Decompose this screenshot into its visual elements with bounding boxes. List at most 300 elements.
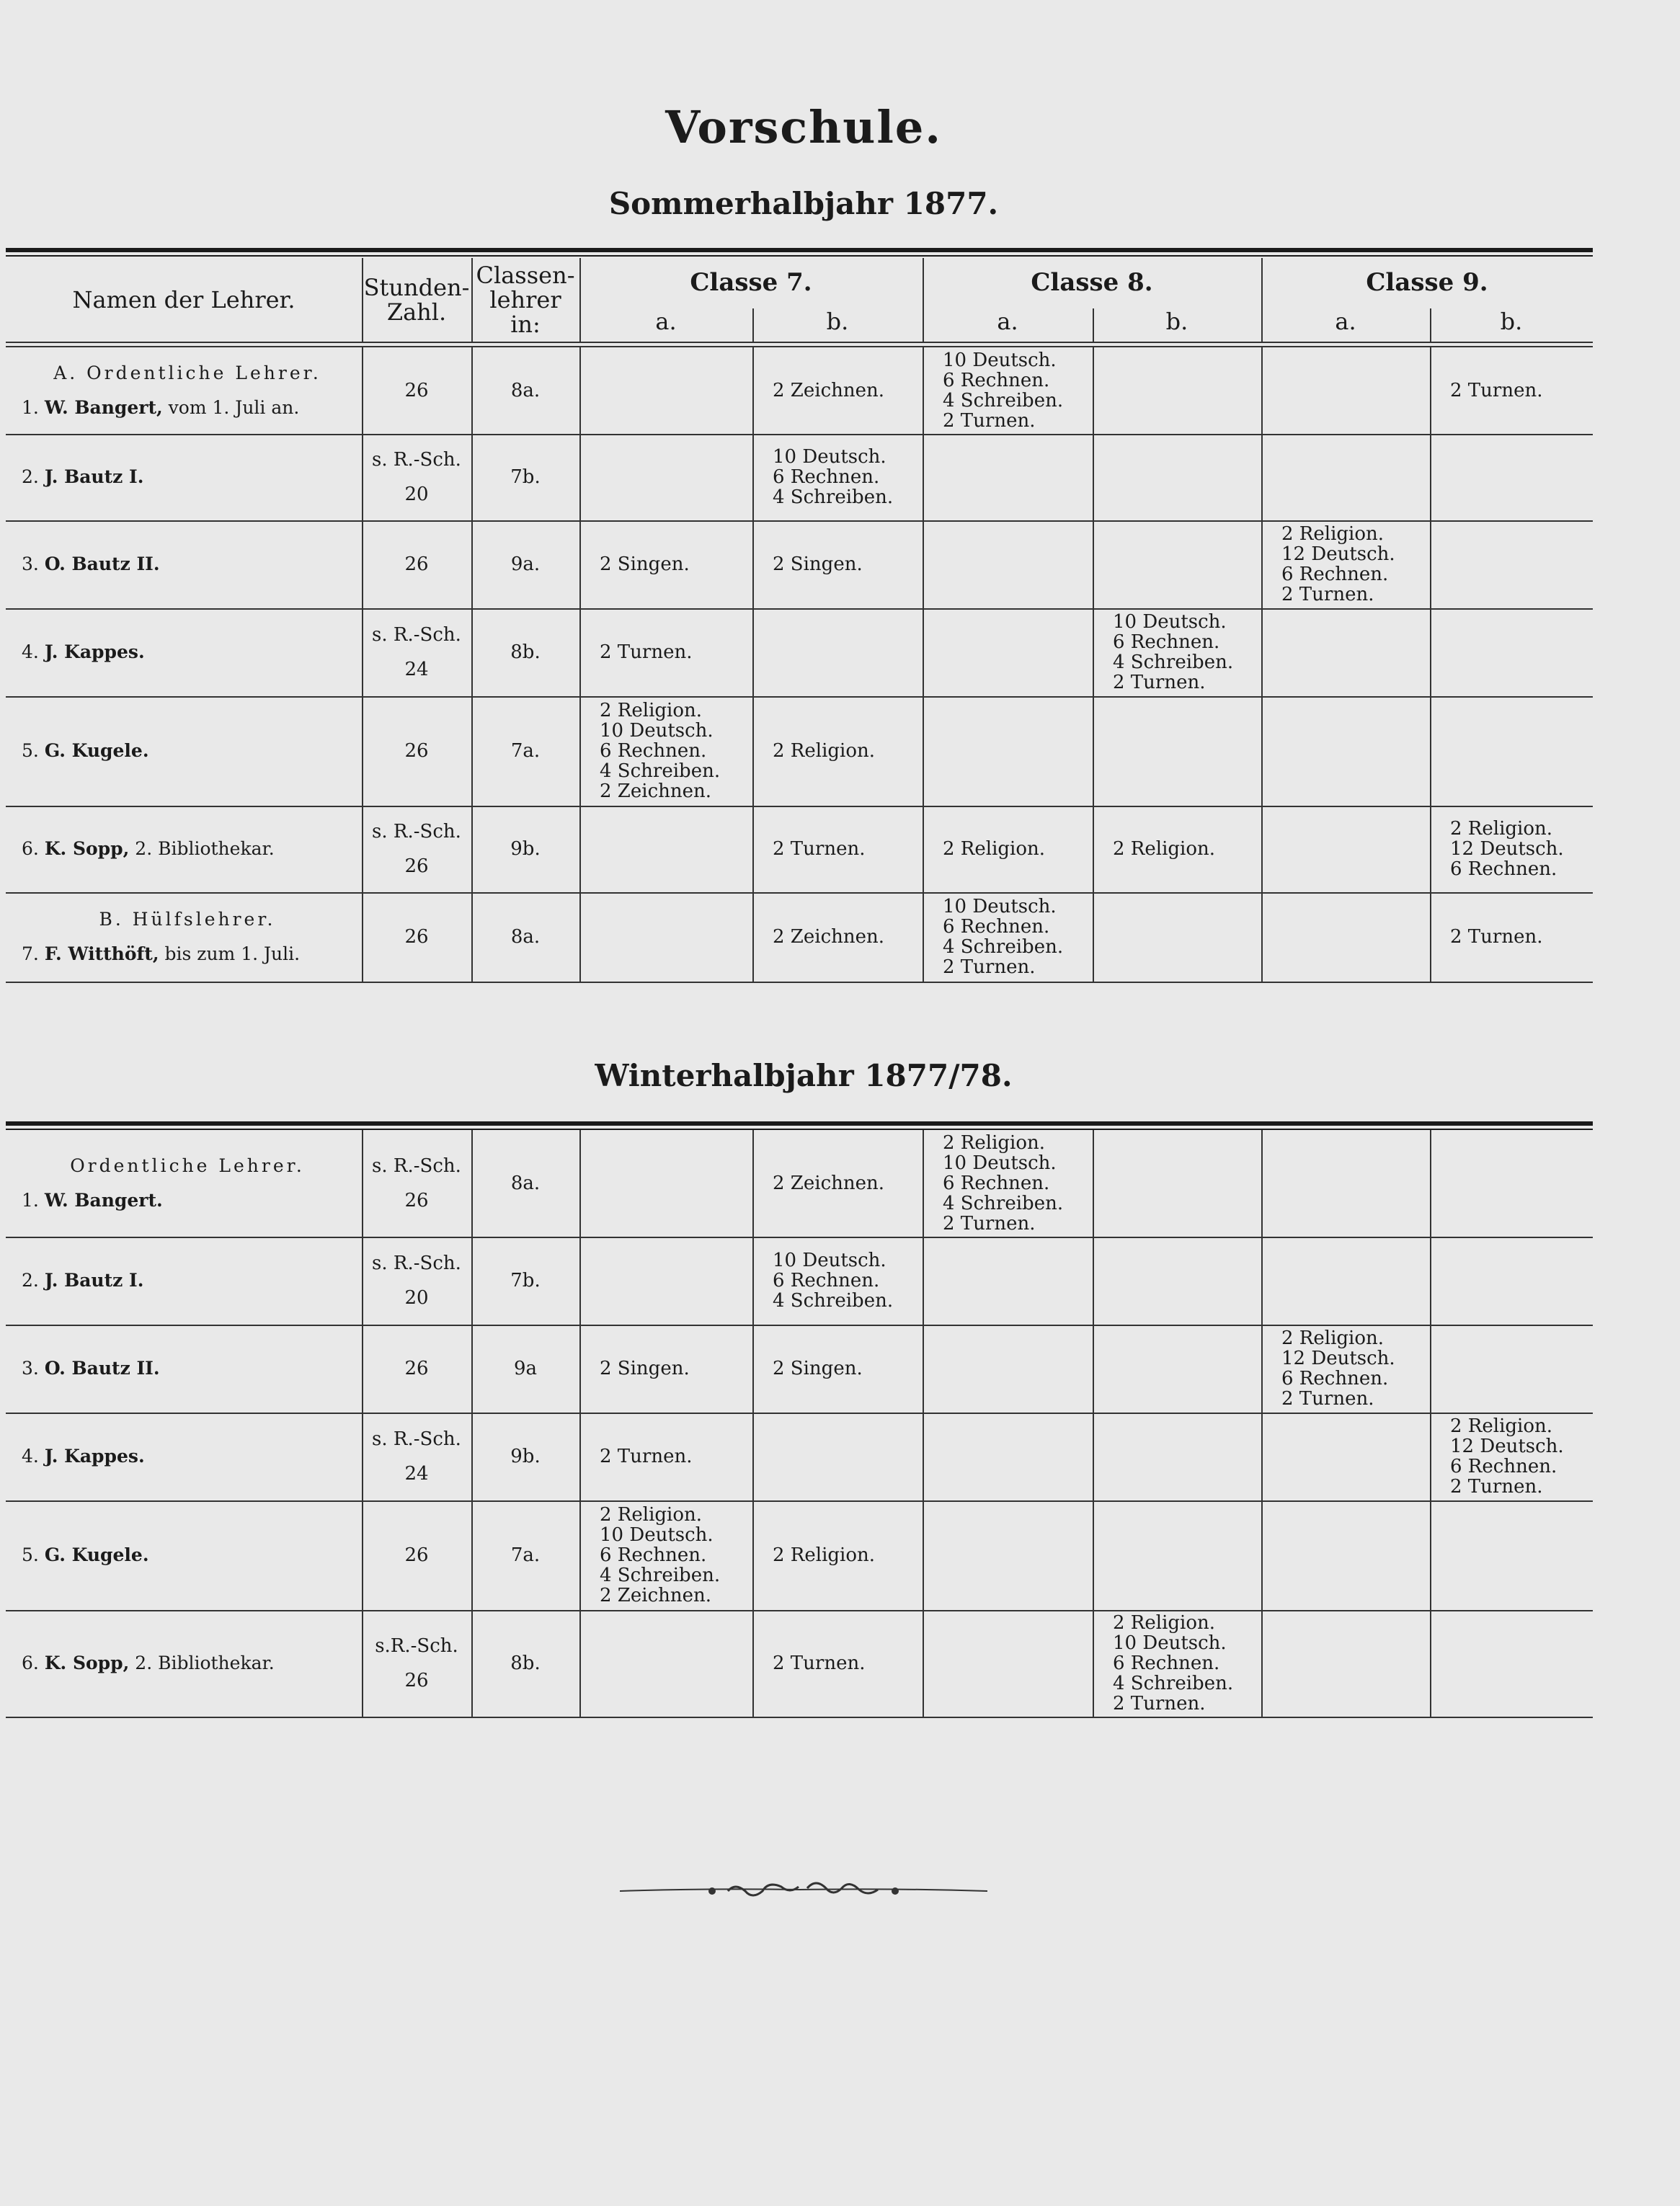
subject-cell-c7b: [773, 1500, 921, 1610]
subject-cell-c8a: [943, 806, 1091, 892]
teacher-name-cell: [22, 892, 353, 982]
subject-cell-c7a: [600, 806, 751, 892]
column-rule: [1430, 608, 1431, 696]
column-rule: [579, 258, 581, 342]
column-rule: [471, 696, 473, 806]
header-subclass-label: a.: [655, 308, 677, 335]
header-names-label: Namen der Lehrer.: [72, 286, 295, 313]
row-rule: [6, 1717, 1593, 1718]
subject-entry: 2 Turnen.: [1281, 584, 1374, 605]
teacher-note: bis zum 1. Juli.: [164, 943, 301, 964]
subject-cell-c9b: [1450, 1325, 1591, 1413]
subject-entry: 10 Deutsch.: [1113, 611, 1227, 633]
column-rule: [1093, 806, 1094, 892]
subject-entry: 2 Zeichnen.: [600, 1585, 712, 1606]
subject-cell-c8a: [943, 1130, 1091, 1237]
hours-value: s.R.-Sch.: [375, 1635, 458, 1657]
subject-cell-c7a: [600, 434, 751, 520]
teacher-surname: W. Bangert,: [44, 397, 163, 418]
column-rule: [362, 696, 363, 806]
column-rule: [579, 608, 581, 696]
teacher-name: [22, 1263, 353, 1298]
hours-value: 26: [404, 740, 429, 762]
subject-entry: 2 Turnen.: [943, 956, 1036, 978]
class-teacher-value: 9b.: [510, 1446, 541, 1467]
subject-cell-c9b: [1450, 1130, 1591, 1237]
subject-cell-c9a: [1281, 1130, 1428, 1237]
class-teacher-value: 7a.: [510, 1544, 541, 1566]
column-rule: [752, 696, 754, 806]
subject-entry: 10 Deutsch.: [943, 350, 1057, 371]
teacher-name-cell: [22, 1237, 353, 1325]
column-rule: [1261, 1130, 1263, 1237]
class-teacher-cell: [471, 1610, 579, 1717]
subject-cell-c9b: [1450, 520, 1591, 608]
header-subclass: [579, 306, 752, 337]
column-rule: [471, 1500, 473, 1610]
subject-cell-c8a: [943, 1610, 1091, 1717]
teacher-name: [22, 635, 353, 670]
subject-cell-c7a: [600, 1610, 751, 1717]
header-class-label: Classe 7.: [690, 268, 812, 297]
teacher-number: 3.: [22, 1358, 39, 1379]
hours-value: s. R.-Sch.: [372, 821, 461, 842]
row-rule: [6, 342, 1593, 343]
subject-entry: 6 Rechnen.: [1450, 858, 1557, 880]
class-teacher-value: 7b.: [510, 1270, 541, 1291]
column-rule: [471, 520, 473, 608]
hours-value: 20: [404, 484, 429, 505]
teacher-number: 4.: [22, 641, 39, 662]
teacher-note: vom 1. Juli an.: [168, 397, 300, 418]
subject-cell-c8b: [1113, 696, 1260, 806]
column-rule: [471, 1610, 473, 1717]
column-rule: [1430, 1413, 1431, 1500]
hours-cell: [362, 608, 471, 696]
teacher-note: 2. Bibliothekar.: [135, 1653, 275, 1673]
summer-title: Sommerhalbjahr 1877.: [608, 186, 999, 221]
subject-entry: 6 Rechnen.: [1450, 1456, 1557, 1477]
class-teacher-value: 7a.: [510, 740, 541, 762]
subject-cell-c8a: [943, 608, 1091, 696]
subject-cell-c8b: [1113, 1237, 1260, 1325]
column-rule: [471, 1325, 473, 1413]
subject-cell-c9b: [1450, 434, 1591, 520]
header-subclass: [1261, 306, 1430, 337]
teacher-name: [22, 1183, 353, 1218]
column-rule: [471, 1130, 473, 1237]
hours-cell: [362, 1500, 471, 1610]
subject-cell-c9b: [1450, 347, 1591, 434]
column-rule: [362, 1130, 363, 1237]
subject-cell-c8b: [1113, 434, 1260, 520]
hours-cell: [362, 1610, 471, 1717]
header-class-label: Classe 9.: [1366, 268, 1488, 297]
subject-cell-c8b: [1113, 892, 1260, 982]
teacher-note: 2. Bibliothekar.: [135, 838, 275, 859]
teacher-surname: O. Bautz II.: [44, 553, 160, 574]
subject-entry: 2 Turnen.: [773, 1653, 866, 1674]
subject-entry: 2 Religion.: [773, 740, 876, 762]
column-rule: [1093, 1130, 1094, 1237]
subject-cell-c9a: [1281, 1237, 1428, 1325]
column-rule: [1430, 1130, 1431, 1237]
column-rule: [1430, 434, 1431, 520]
column-rule: [923, 696, 924, 806]
column-rule: [1261, 258, 1263, 342]
subject-cell-c9b: [1450, 1500, 1591, 1610]
hours-value: 26: [404, 1358, 429, 1379]
hours-cell: [362, 806, 471, 892]
subject-entry: 2 Religion.: [600, 1504, 703, 1526]
subject-cell-c9a: [1281, 608, 1428, 696]
column-rule: [579, 1325, 581, 1413]
subject-entry: 2 Zeichnen.: [773, 380, 885, 401]
column-rule: [1261, 892, 1263, 982]
subject-entry: 2 Singen.: [773, 1358, 863, 1379]
column-rule: [362, 1500, 363, 1610]
subject-cell-c8b: [1113, 347, 1260, 434]
header-classen-line: in:: [510, 311, 541, 338]
column-rule: [579, 1610, 581, 1717]
teacher-number: 2.: [22, 1270, 39, 1291]
subject-cell-c8a: [943, 1500, 1091, 1610]
column-rule: [923, 347, 924, 434]
subject-cell-c8b: [1113, 1413, 1260, 1500]
subject-cell-c7b: [773, 1610, 921, 1717]
column-rule: [579, 434, 581, 520]
column-rule: [752, 892, 754, 982]
subject-cell-c9a: [1281, 696, 1428, 806]
column-rule: [1430, 806, 1431, 892]
hours-cell: [362, 892, 471, 982]
subject-cell-c8b: [1113, 1130, 1260, 1237]
teacher-surname: G. Kugele.: [44, 740, 149, 761]
class-teacher-cell: [471, 1130, 579, 1237]
class-teacher-cell: [471, 520, 579, 608]
column-rule: [1261, 806, 1263, 892]
hours-value: 24: [404, 659, 429, 680]
subject-entry: 10 Deutsch.: [773, 1250, 886, 1271]
subject-cell-c9a: [1281, 1413, 1428, 1500]
header-subclass-label: b.: [826, 308, 849, 335]
subject-entry: 4 Schreiben.: [1113, 1673, 1234, 1694]
column-rule: [579, 696, 581, 806]
column-rule: [752, 347, 754, 434]
header-names: [6, 258, 362, 342]
teacher-name-cell: [22, 434, 353, 520]
column-rule: [923, 1500, 924, 1610]
subject-cell-c7a: [600, 608, 751, 696]
subject-entry: 2 Singen.: [773, 553, 863, 575]
hours-cell: [362, 347, 471, 434]
header-class-group: [1261, 261, 1593, 304]
class-teacher-value: 8a.: [510, 380, 541, 401]
hours-value: s. R.-Sch.: [372, 1428, 461, 1450]
teacher-name: [22, 1646, 353, 1681]
subject-cell-c9b: [1450, 892, 1591, 982]
subject-cell-c7b: [773, 696, 921, 806]
column-rule: [923, 1413, 924, 1500]
teacher-group-label: A. Ordentliche Lehrer.: [53, 363, 321, 383]
header-stunden: [362, 258, 471, 342]
teacher-group-label: B. Hülfslehrer.: [99, 909, 276, 930]
column-rule: [471, 258, 473, 342]
subject-entry: 10 Deutsch.: [943, 896, 1057, 917]
subject-cell-c8a: [943, 1237, 1091, 1325]
column-rule: [362, 608, 363, 696]
teacher-name-cell: [22, 520, 353, 608]
subject-cell-c9a: [1281, 347, 1428, 434]
column-rule: [1093, 696, 1094, 806]
subject-cell-c7a: [600, 1325, 751, 1413]
column-rule: [923, 892, 924, 982]
column-rule: [1093, 1237, 1094, 1325]
teacher-surname: J. Bautz I.: [44, 1270, 144, 1291]
column-rule: [1093, 608, 1094, 696]
column-rule: [1430, 1610, 1431, 1717]
hours-value: 26: [404, 1670, 429, 1691]
class-teacher-value: 8a.: [510, 926, 541, 948]
header-class-group: [579, 261, 923, 304]
subject-cell-c7b: [773, 1413, 921, 1500]
column-rule: [1430, 696, 1431, 806]
subject-entry: 2 Religion.: [1281, 523, 1385, 545]
column-rule: [1261, 347, 1263, 434]
subject-entry: 10 Deutsch.: [1113, 1632, 1227, 1654]
header-stunden-line: Zahl.: [386, 298, 447, 326]
subject-entry: 2 Turnen.: [1113, 672, 1206, 693]
teacher-name-cell: [22, 1610, 353, 1717]
subject-cell-c9a: [1281, 892, 1428, 982]
class-teacher-cell: [471, 1413, 579, 1500]
subject-entry: 4 Schreiben.: [1113, 651, 1234, 673]
subject-cell-c8a: [943, 520, 1091, 608]
hours-cell: [362, 434, 471, 520]
subject-cell-c7b: [773, 520, 921, 608]
column-rule: [1430, 1500, 1431, 1610]
column-rule: [752, 434, 754, 520]
hours-value: s. R.-Sch.: [372, 1155, 461, 1177]
teacher-name: [22, 832, 353, 866]
hours-value: 26: [404, 926, 429, 948]
column-rule: [1430, 520, 1431, 608]
column-rule: [471, 806, 473, 892]
subject-cell-c8b: [1113, 1610, 1260, 1717]
subject-cell-c8b: [1113, 608, 1260, 696]
teacher-name: [22, 937, 353, 971]
class-teacher-value: 9a: [513, 1358, 538, 1379]
subject-cell-c7a: [600, 1130, 751, 1237]
teacher-number: 1.: [22, 1190, 39, 1211]
subject-entry: 2 Turnen.: [1450, 1476, 1543, 1498]
teacher-name-cell: [22, 1130, 353, 1237]
class-teacher-cell: [471, 434, 579, 520]
teacher-number: 5.: [22, 740, 39, 761]
class-teacher-value: 7b.: [510, 466, 541, 488]
column-rule: [1093, 520, 1094, 608]
hours-value: 26: [404, 380, 429, 401]
subject-entry: 6 Rechnen.: [1281, 1368, 1389, 1389]
header-subclass-label: a.: [1335, 308, 1356, 335]
column-rule: [362, 347, 363, 434]
subject-entry: 2 Singen.: [600, 553, 690, 575]
class-teacher-cell: [471, 892, 579, 982]
class-teacher-value: 9b.: [510, 838, 541, 860]
subject-entry: 4 Schreiben.: [943, 936, 1064, 958]
column-rule: [362, 1325, 363, 1413]
subject-entry: 2 Singen.: [600, 1358, 690, 1379]
teacher-surname: J. Kappes.: [44, 1446, 145, 1467]
column-rule: [579, 347, 581, 434]
column-rule: [362, 520, 363, 608]
class-teacher-value: 8b.: [510, 641, 541, 663]
subject-cell-c8b: [1113, 806, 1260, 892]
column-rule: [1093, 308, 1094, 342]
subject-cell-c9b: [1450, 806, 1591, 892]
hours-value: s. R.-Sch.: [372, 1253, 461, 1274]
hours-value: 20: [404, 1287, 429, 1309]
class-teacher-cell: [471, 1325, 579, 1413]
teacher-surname: F. Witthöft,: [44, 943, 159, 964]
subject-entry: 4 Schreiben.: [600, 1565, 721, 1586]
subject-entry: 2 Turnen.: [943, 410, 1036, 432]
column-rule: [923, 520, 924, 608]
subject-entry: 10 Deutsch.: [943, 1152, 1057, 1174]
column-rule: [752, 1500, 754, 1610]
teacher-name-cell: [22, 1413, 353, 1500]
hours-value: 26: [404, 855, 429, 877]
column-rule: [1430, 1325, 1431, 1413]
column-rule: [471, 608, 473, 696]
class-teacher-cell: [471, 347, 579, 434]
header-subclass-label: b.: [1500, 308, 1523, 335]
subject-cell-c7b: [773, 1325, 921, 1413]
subject-cell-c8b: [1113, 1325, 1260, 1413]
subject-entry: 2 Religion.: [1450, 818, 1553, 840]
teacher-name: [22, 1439, 353, 1474]
header-top-rule: [6, 1121, 1593, 1126]
teacher-name-cell: [22, 696, 353, 806]
column-rule: [752, 1610, 754, 1717]
class-teacher-value: 9a.: [510, 553, 541, 575]
teacher-name: [22, 391, 353, 425]
column-rule: [362, 434, 363, 520]
column-rule: [752, 806, 754, 892]
teacher-name: [22, 547, 353, 582]
hours-cell: [362, 696, 471, 806]
subject-cell-c8a: [943, 347, 1091, 434]
subject-cell-c7b: [773, 434, 921, 520]
subject-cell-c9a: [1281, 1500, 1428, 1610]
header-subclass: [1093, 306, 1261, 337]
column-rule: [923, 1130, 924, 1237]
subject-cell-c7a: [600, 1413, 751, 1500]
column-rule: [752, 1237, 754, 1325]
column-rule: [752, 520, 754, 608]
subject-entry: 2 Turnen.: [600, 641, 693, 663]
hours-cell: [362, 520, 471, 608]
teacher-number: 4.: [22, 1446, 39, 1467]
subject-entry: 2 Religion.: [1450, 1415, 1553, 1437]
hours-value: 24: [404, 1463, 429, 1485]
class-teacher-cell: [471, 806, 579, 892]
teacher-surname: K. Sopp,: [44, 1653, 130, 1673]
subject-cell-c8b: [1113, 520, 1260, 608]
column-rule: [579, 892, 581, 982]
teacher-number: 2.: [22, 466, 39, 487]
subject-entry: 6 Rechnen.: [600, 1544, 707, 1566]
class-teacher-cell: [471, 608, 579, 696]
subject-entry: 12 Deutsch.: [1281, 543, 1395, 565]
subject-cell-c7a: [600, 892, 751, 982]
header-classenlehrer: [471, 258, 579, 342]
column-rule: [1261, 434, 1263, 520]
column-rule: [1430, 1237, 1431, 1325]
header-stunden-line: Stunden-: [363, 274, 470, 301]
class-teacher-value: 8b.: [510, 1653, 541, 1674]
subject-cell-c7b: [773, 892, 921, 982]
teacher-surname: J. Bautz I.: [44, 466, 144, 487]
subject-entry: 10 Deutsch.: [600, 720, 714, 742]
column-rule: [1093, 1325, 1094, 1413]
subject-cell-c7b: [773, 608, 921, 696]
column-rule: [1261, 1325, 1263, 1413]
column-rule: [1261, 1237, 1263, 1325]
column-rule: [1430, 892, 1431, 982]
subject-entry: 2 Religion.: [1113, 1612, 1216, 1634]
teacher-name-cell: [22, 347, 353, 434]
subject-entry: 2 Zeichnen.: [600, 780, 712, 802]
teacher-name-cell: [22, 1500, 353, 1610]
hours-cell: [362, 1325, 471, 1413]
column-rule: [362, 258, 363, 342]
column-rule: [579, 1500, 581, 1610]
subject-cell-c9b: [1450, 1610, 1591, 1717]
subject-entry: 10 Deutsch.: [773, 446, 886, 468]
column-rule: [923, 1610, 924, 1717]
column-rule: [752, 608, 754, 696]
subject-cell-c7a: [600, 520, 751, 608]
column-rule: [362, 1413, 363, 1500]
teacher-surname: W. Bangert.: [44, 1190, 163, 1211]
hours-value: 26: [404, 1544, 429, 1566]
subject-entry: 6 Rechnen.: [773, 466, 880, 488]
column-rule: [362, 806, 363, 892]
header-class-group: [923, 261, 1261, 304]
subject-entry: 2 Zeichnen.: [773, 926, 885, 948]
subject-entry: 4 Schreiben.: [600, 760, 721, 782]
teacher-number: 3.: [22, 553, 39, 574]
teacher-name-cell: [22, 806, 353, 892]
subject-entry: 6 Rechnen.: [1113, 1653, 1220, 1674]
header-top-rule-thin: [6, 255, 1593, 257]
subject-entry: 2 Religion.: [773, 1544, 876, 1566]
class-teacher-value: 8a.: [510, 1173, 541, 1194]
column-rule: [923, 1237, 924, 1325]
column-rule: [1261, 1500, 1263, 1610]
column-rule: [471, 434, 473, 520]
subject-entry: 6 Rechnen.: [1281, 564, 1389, 585]
header-subclass-label: b.: [1165, 308, 1188, 335]
column-rule: [1093, 434, 1094, 520]
column-rule: [471, 1237, 473, 1325]
column-rule: [362, 1610, 363, 1717]
subject-entry: 2 Religion.: [943, 838, 1046, 860]
teacher-name-cell: [22, 1325, 353, 1413]
row-rule: [6, 982, 1593, 983]
column-rule: [579, 520, 581, 608]
